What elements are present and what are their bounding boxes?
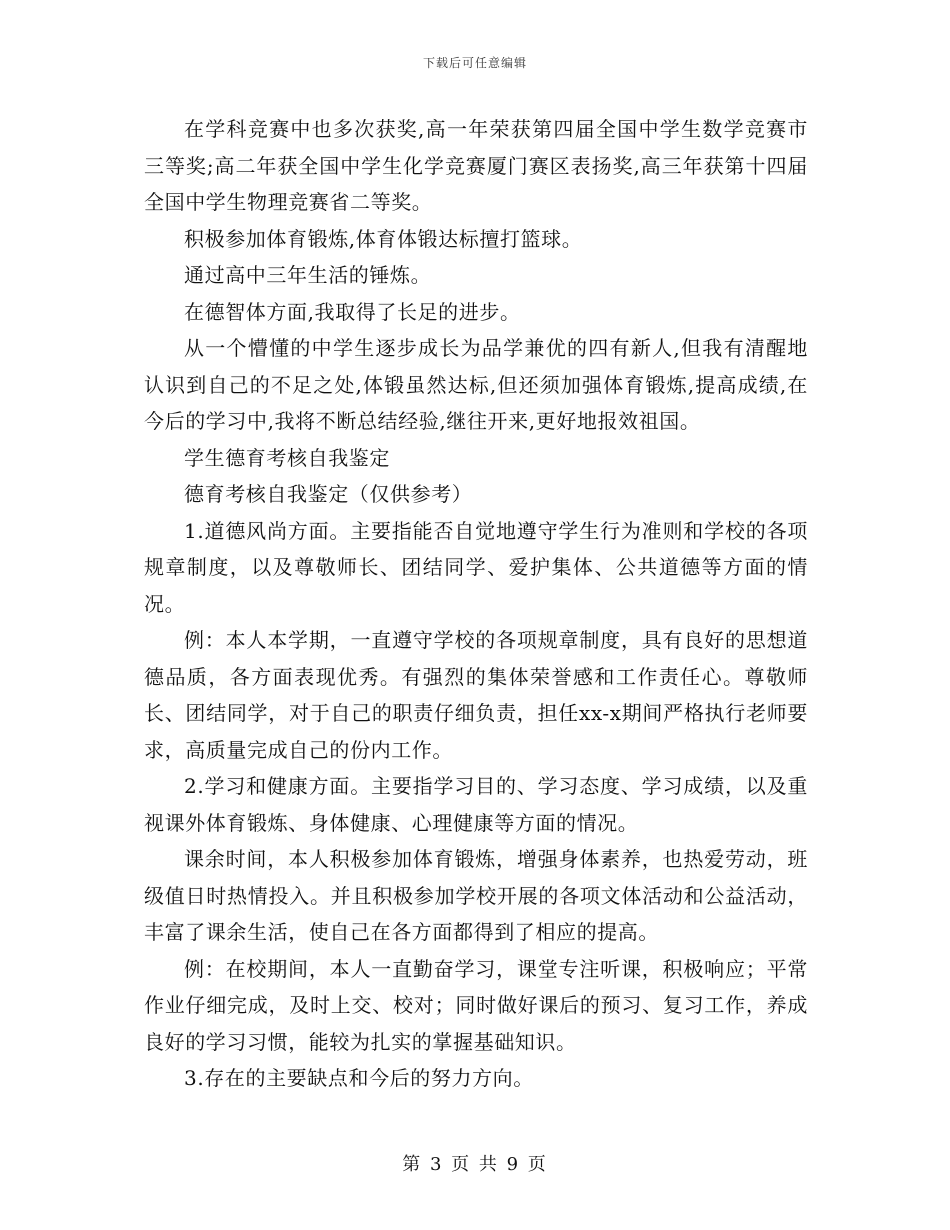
- example-study: 例：在校期间，本人一直勤奋学习，课堂专注听课，积极响应；平常作业仔细完成，及时上交、校对；同时做好课后的预习、复习工作，养成良好的学习习惯，能较为扎实的掌握基础知识。: [144, 956, 808, 1054]
- paragraph-extracurricular: 课余时间，本人积极参加体育锻炼，增强身体素养，也热爱劳动，班级值日时热情投入。并且积极参加学校开展的各项文体活动和公益活动，丰富了课余生活，使自己在各方面都得到了相应的提高。: [144, 847, 808, 944]
- item-moral-conduct: 1.道德风尚方面。主要指能否自觉地遵守学生行为准则和学校的各项规章制度，以及尊敬师长、团结同学、爱护集体、公共道德等方面的情况。: [144, 518, 808, 616]
- paragraph-sports: 积极参加体育锻炼,体育体锻达标擅打篮球。: [184, 226, 583, 251]
- page-footer: [0, 1150, 950, 1176]
- section-subtitle: 德育考核自我鉴定（仅供参考）: [184, 482, 473, 506]
- footer-suffix: 页: [527, 1154, 548, 1175]
- footer-current-page: 3: [429, 1154, 444, 1175]
- footer-prefix: 第: [402, 1154, 423, 1175]
- item-study-health: 2.学习和健康方面。主要指学习目的、学习态度、学习成绩，以及重视课外体育锻炼、身体健康、心理健康等方面的情况。: [144, 774, 808, 835]
- footer-total-pages: 9: [506, 1154, 521, 1175]
- paragraph-tempering: 通过高中三年生活的锤炼。: [184, 263, 432, 287]
- paragraph-growth: 从一个懵懂的中学生逐步成长为品学兼优的四有新人,但我有清醒地认识到自己的不足之处,体锻虽然达标,但还须加强体育锻炼,提高成绩,在今后的学习中,我将不断总结经验,继往开来,更好地报效祖国。: [144, 336, 808, 433]
- item-shortcomings: 3.存在的主要缺点和今后的努力方向。: [184, 1066, 534, 1090]
- page-header: 下载后可任意编辑: [422, 56, 527, 70]
- footer-middle: 页 共: [451, 1154, 499, 1175]
- section-title: 学生德育考核自我鉴定: [184, 445, 390, 470]
- paragraph-progress: 在德智体方面,我取得了长足的进步。: [184, 299, 521, 324]
- example-moral-conduct: 例：本人本学期，一直遵守学校的各项规章制度，具有良好的思想道德品质，各方面表现优秀。有强烈的集体荣誉感和工作责任心。尊敬师长、团结同学，对于自己的职责仔细负责，担任xx-x期间严格执行老师要求，高质量完成自己的份内工作。: [144, 628, 808, 762]
- document-body: [144, 111, 808, 1097]
- paragraph-competition-awards: 在学科竞赛中也多次获奖,高一年荣获第四届全国中学生数学竞赛市三等奖;高二年获全国中学生化学竞赛厦门赛区表扬奖,高三年获第十四届全国中学生物理竞赛省二等奖。: [144, 117, 808, 214]
